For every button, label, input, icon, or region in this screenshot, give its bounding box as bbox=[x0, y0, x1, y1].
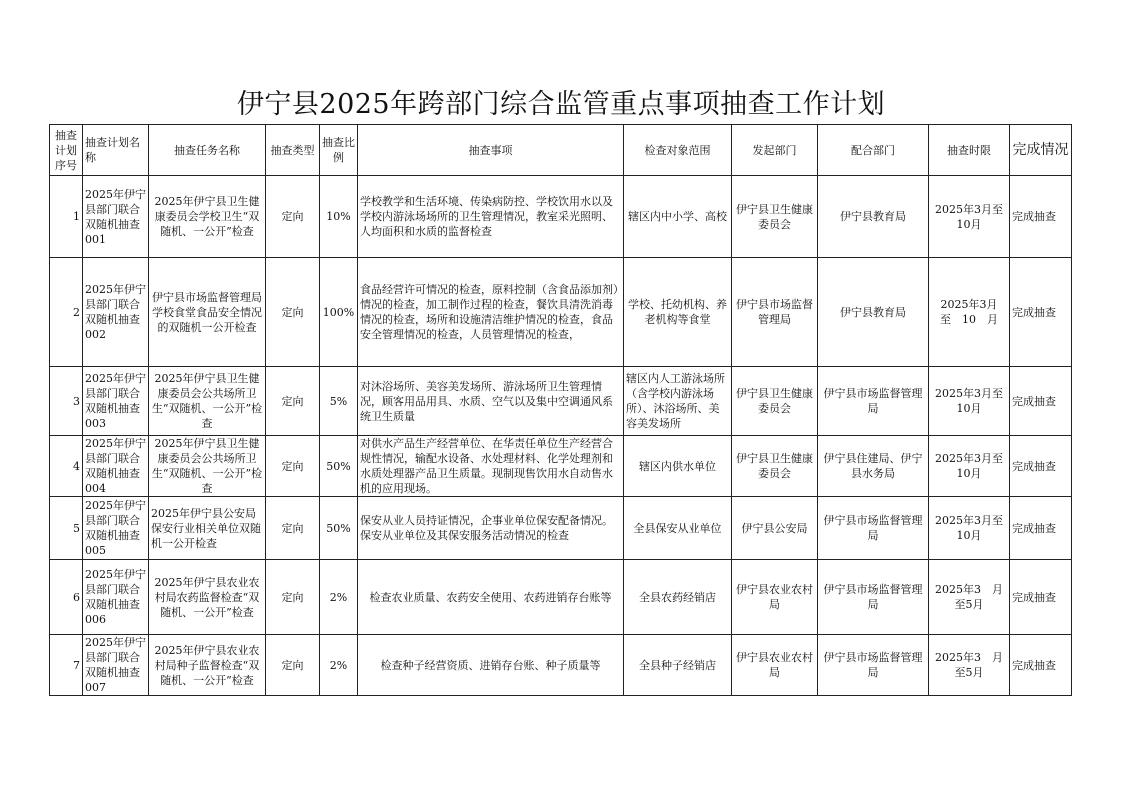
header-ratio: 抽查比例 bbox=[320, 125, 358, 176]
cell-cooperator: 伊宁县教育局 bbox=[818, 258, 929, 367]
cell-type: 定向 bbox=[266, 367, 320, 436]
cell-status: 完成抽查 bbox=[1010, 560, 1072, 635]
table-row bbox=[50, 560, 1072, 635]
cell-items: 检查农业质量、农药安全使用、农药进销存台账等 bbox=[358, 560, 624, 635]
cell-items: 检查种子经营资质、进销存台账、种子质量等 bbox=[358, 635, 624, 696]
cell-scope: 学校、托幼机构、养老机构等食堂 bbox=[624, 258, 732, 367]
table-row bbox=[50, 176, 1072, 258]
cell-initiator: 伊宁县市场监督管理局 bbox=[732, 258, 818, 367]
header-scope: 检查对象范围 bbox=[624, 125, 732, 176]
cell-initiator: 伊宁县卫生健康委员会 bbox=[732, 436, 818, 497]
header-seq: 抽查计划序号 bbox=[50, 125, 83, 176]
cell-period: 2025年3月至10月 bbox=[929, 176, 1010, 258]
cell-cooperator: 伊宁县教育局 bbox=[818, 176, 929, 258]
cell-items: 学校教学和生活环境、传染病防控、学校饮用水以及学校内游泳场场所的卫生管理情况，教室采光照明、人均面积和水质的监督检查 bbox=[358, 176, 624, 258]
cell-type: 定向 bbox=[266, 635, 320, 696]
cell-ratio: 10% bbox=[320, 176, 358, 258]
cell-initiator: 伊宁县公安局 bbox=[732, 497, 818, 560]
cell-scope: 辖区内供水单位 bbox=[624, 436, 732, 497]
header-initiator: 发起部门 bbox=[732, 125, 818, 176]
table-header-row bbox=[50, 125, 1072, 176]
cell-scope: 全县保安从业单位 bbox=[624, 497, 732, 560]
cell-type: 定向 bbox=[266, 436, 320, 497]
header-task-name: 抽查任务名称 bbox=[149, 125, 266, 176]
cell-plan-name: 2025年伊宁县部门联合双随机抽查002 bbox=[83, 258, 149, 367]
cell-scope: 辖区内人工游泳场所（含学校内游泳场所）、沐浴场所、美容美发场所 bbox=[624, 367, 732, 436]
cell-status: 完成抽查 bbox=[1010, 436, 1072, 497]
cell-type: 定向 bbox=[266, 176, 320, 258]
cell-plan-name: 2025年伊宁县部门联合双随机抽查007 bbox=[83, 635, 149, 696]
cell-status: 完成抽查 bbox=[1010, 258, 1072, 367]
cell-items: 对沐浴场所、美容美发场所、游泳场所卫生管理情况，顾客用品用具、水质、空气以及集中空调通风系统卫生质量 bbox=[358, 367, 624, 436]
cell-items: 食品经营许可情况的检查，原料控制（含食品添加剂）情况的检查，加工制作过程的检查，餐饮具清洗消毒情况的检查，场所和设施清洁维护情况的检查，食品安全管理情况的检查，人员管理情况的检查， bbox=[358, 258, 624, 367]
cell-period: 2025年3月至10月 bbox=[929, 436, 1010, 497]
cell-ratio: 2% bbox=[320, 635, 358, 696]
cell-ratio: 100% bbox=[320, 258, 358, 367]
cell-ratio: 50% bbox=[320, 436, 358, 497]
cell-items: 保安从业人员持证情况，企事业单位保安配备情况。保安从业单位及其保安服务活动情况的检查 bbox=[358, 497, 624, 560]
table-row bbox=[50, 635, 1072, 696]
cell-ratio: 5% bbox=[320, 367, 358, 436]
cell-plan-name: 2025年伊宁县部门联合双随机抽查003 bbox=[83, 367, 149, 436]
cell-ratio: 2% bbox=[320, 560, 358, 635]
cell-items: 对供水产品生产经营单位、在华责任单位生产经营合规性情况，输配水设备、水处理材料、化学处理剂和水质处理器产品卫生质量。现制现售饮用水自动售水机的应用现场。 bbox=[358, 436, 624, 497]
cell-type: 定向 bbox=[266, 258, 320, 367]
cell-status: 完成抽查 bbox=[1010, 497, 1072, 560]
cell-task-name: 2025年伊宁县农业农村局种子监督检查“双随机、一公开”检查 bbox=[149, 635, 266, 696]
cell-period: 2025年3月至10月 bbox=[929, 367, 1010, 436]
cell-task-name: 2025年伊宁县农业农村局农药监督检查“双随机、一公开”检查 bbox=[149, 560, 266, 635]
header-type: 抽查类型 bbox=[266, 125, 320, 176]
cell-scope: 辖区内中小学、高校 bbox=[624, 176, 732, 258]
cell-status: 完成抽查 bbox=[1010, 635, 1072, 696]
inspection-plan-table bbox=[49, 124, 1072, 696]
cell-scope: 全县农药经销店 bbox=[624, 560, 732, 635]
cell-cooperator: 伊宁县市场监督管理局 bbox=[818, 635, 929, 696]
cell-plan-name: 2025年伊宁县部门联合双随机抽查001 bbox=[83, 176, 149, 258]
cell-seq: 2 bbox=[50, 258, 83, 367]
table-row bbox=[50, 497, 1072, 560]
cell-period: 2025年3月至10月 bbox=[929, 497, 1010, 560]
header-items: 抽查事项 bbox=[358, 125, 624, 176]
cell-initiator: 伊宁县农业农村局 bbox=[732, 635, 818, 696]
page-title: 伊宁县2025年跨部门综合监管重点事项抽查工作计划 bbox=[236, 89, 886, 120]
cell-plan-name: 2025年伊宁县部门联合双随机抽查006 bbox=[83, 560, 149, 635]
cell-cooperator: 伊宁县市场监督管理局 bbox=[818, 497, 929, 560]
cell-type: 定向 bbox=[266, 497, 320, 560]
cell-task-name: 2025年伊宁县卫生健康委员会公共场所卫生“双随机、一公开”检查 bbox=[149, 367, 266, 436]
cell-period: 2025年3 月 至5月 bbox=[929, 560, 1010, 635]
cell-seq: 4 bbox=[50, 436, 83, 497]
cell-status: 完成抽查 bbox=[1010, 176, 1072, 258]
cell-initiator: 伊宁县卫生健康委员会 bbox=[732, 176, 818, 258]
cell-task-name: 伊宁县市场监督管理局 学校食堂食品安全情况的双随机一公开检查 bbox=[149, 258, 266, 367]
cell-ratio: 50% bbox=[320, 497, 358, 560]
cell-seq: 6 bbox=[50, 560, 83, 635]
cell-period: 2025年3 月 至5月 bbox=[929, 635, 1010, 696]
header-period: 抽查时限 bbox=[929, 125, 1010, 176]
cell-scope: 全县种子经销店 bbox=[624, 635, 732, 696]
cell-initiator: 伊宁县卫生健康委员会 bbox=[732, 367, 818, 436]
table-row bbox=[50, 258, 1072, 367]
cell-status: 完成抽查 bbox=[1010, 367, 1072, 436]
cell-task-name: 2025年伊宁县卫生健康委员会学校卫生“双随机、一公开”检查 bbox=[149, 176, 266, 258]
cell-seq: 3 bbox=[50, 367, 83, 436]
cell-task-name: 2025年伊宁县卫生健康委员会公共场所卫生“双随机、一公开”检查 bbox=[149, 436, 266, 497]
cell-seq: 7 bbox=[50, 635, 83, 696]
header-plan-name: 抽查计划名称 bbox=[83, 125, 149, 176]
cell-cooperator: 伊宁县市场监督管理局 bbox=[818, 367, 929, 436]
cell-period: 2025年3月 至 10 月 bbox=[929, 258, 1010, 367]
cell-cooperator: 伊宁县市场监督管理局 bbox=[818, 560, 929, 635]
cell-plan-name: 2025年伊宁县部门联合双随机抽查005 bbox=[83, 497, 149, 560]
cell-seq: 1 bbox=[50, 176, 83, 258]
table-row bbox=[50, 436, 1072, 497]
cell-initiator: 伊宁县农业农村局 bbox=[732, 560, 818, 635]
cell-task-name: 2025年伊宁县公安局保安行业相关单位双随机一公开检查 bbox=[149, 497, 266, 560]
header-status: 完成情况 bbox=[1010, 125, 1072, 176]
header-cooperator: 配合部门 bbox=[818, 125, 929, 176]
cell-type: 定向 bbox=[266, 560, 320, 635]
cell-seq: 5 bbox=[50, 497, 83, 560]
cell-cooperator: 伊宁县住建局、伊宁县水务局 bbox=[818, 436, 929, 497]
cell-plan-name: 2025年伊宁县部门联合双随机抽查004 bbox=[83, 436, 149, 497]
table-row bbox=[50, 367, 1072, 436]
